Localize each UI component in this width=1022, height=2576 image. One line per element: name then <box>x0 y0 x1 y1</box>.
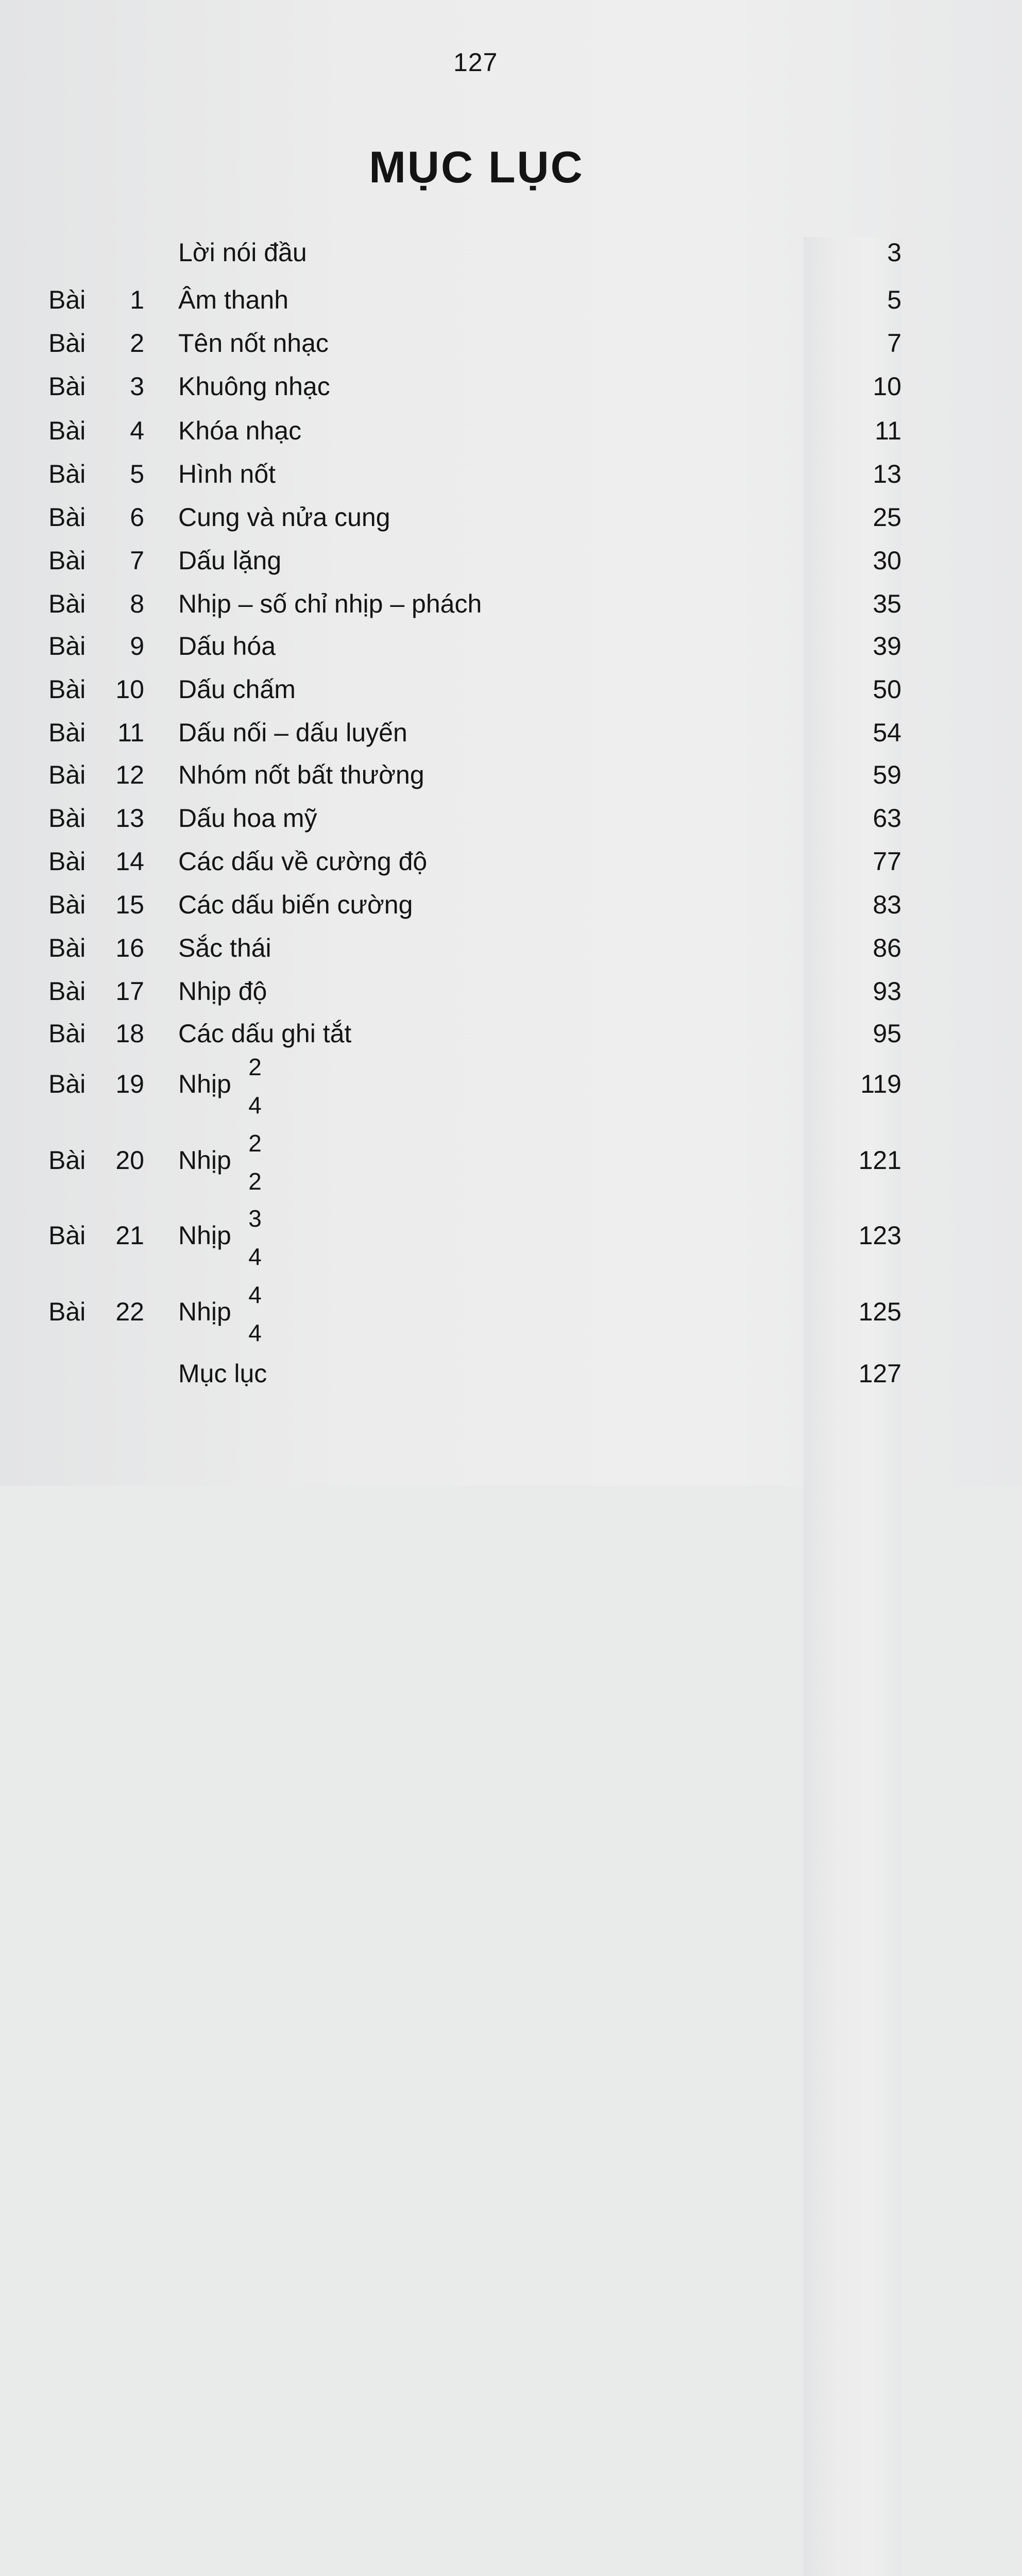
toc-entry <box>0 717 1022 748</box>
lesson-number: 15 <box>115 890 144 919</box>
entry-page: 50 <box>804 674 901 2160</box>
lesson-number: 21 <box>115 1221 144 1250</box>
toc-entry <box>0 502 1022 533</box>
lesson-prefix: Bài <box>48 589 86 618</box>
lesson-prefix: Bài <box>48 285 86 314</box>
entry-title: Mục lục <box>178 1359 267 1388</box>
entry-page: 95 <box>804 1018 901 2504</box>
entry-page: 3 <box>804 237 901 1723</box>
toc-entry <box>0 759 1022 790</box>
lesson-prefix: Bài <box>48 890 86 919</box>
entry-title: Âm thanh <box>178 285 289 314</box>
entry-title: Khuông nhạc <box>178 372 330 401</box>
toc-entry <box>0 545 1022 576</box>
toc-entry <box>0 1281 1022 1346</box>
entry-title: Dấu chấm <box>178 675 296 704</box>
lesson-prefix: Bài <box>48 372 86 401</box>
entry-title: Lời nói đầu <box>178 238 307 267</box>
entry-page: 25 <box>804 502 901 1988</box>
entry-title: Cung và nửa cung <box>178 503 390 532</box>
entry-page: 86 <box>804 933 901 2418</box>
toc-entry <box>0 237 1022 268</box>
lesson-prefix: Bài <box>48 1070 86 1098</box>
time-signature-bottom: 2 <box>248 1168 262 1195</box>
lesson-number: 10 <box>115 675 144 704</box>
entry-page: 54 <box>804 717 901 2203</box>
toc-entry <box>0 1054 1022 1118</box>
entry-title: Nhịp <box>178 1146 231 1175</box>
toc-entry <box>0 889 1022 920</box>
lesson-number: 3 <box>130 372 144 401</box>
toc-entry <box>0 588 1022 619</box>
toc-entry <box>0 1130 1022 1195</box>
lesson-number: 4 <box>130 416 144 445</box>
lesson-number: 7 <box>130 546 144 575</box>
entry-title: Các dấu ghi tắt <box>178 1019 352 1048</box>
entry-title: Dấu nối – dấu luyến <box>178 718 407 747</box>
entry-page: 30 <box>804 545 901 2031</box>
toc-title: MỤC LỤC <box>369 143 584 192</box>
lesson-number: 9 <box>130 632 144 660</box>
entry-page: 121 <box>804 1145 901 2576</box>
entry-page: 35 <box>804 588 901 2074</box>
lesson-number: 5 <box>130 460 144 488</box>
lesson-prefix: Bài <box>48 546 86 575</box>
lesson-number: 18 <box>115 1019 144 1048</box>
toc-entry <box>0 415 1022 446</box>
entry-page: 119 <box>804 1069 901 2554</box>
lesson-prefix: Bài <box>48 503 86 532</box>
entry-page: 93 <box>804 976 901 2462</box>
lesson-number: 13 <box>115 804 144 833</box>
time-signature-top: 2 <box>248 1130 262 1157</box>
lesson-prefix: Bài <box>48 718 86 747</box>
entry-page: 77 <box>804 846 901 2332</box>
lesson-number: 16 <box>115 934 144 962</box>
entry-page: 13 <box>804 459 901 1944</box>
lesson-prefix: Bài <box>48 460 86 488</box>
toc-entry <box>0 976 1022 1007</box>
entry-title: Nhịp – số chỉ nhịp – phách <box>178 589 482 618</box>
lesson-number: 1 <box>130 285 144 314</box>
time-signature-bottom: 4 <box>248 1243 262 1270</box>
toc-entry <box>0 1205 1022 1270</box>
entry-title: Các dấu biến cường <box>178 890 413 919</box>
lesson-number: 20 <box>115 1146 144 1175</box>
entry-title: Nhịp <box>178 1221 231 1250</box>
lesson-prefix: Bài <box>48 847 86 876</box>
lesson-number: 19 <box>115 1070 144 1098</box>
lesson-prefix: Bài <box>48 977 86 1006</box>
toc-entry <box>0 803 1022 834</box>
entry-title: Nhóm nốt bất thường <box>178 760 424 789</box>
entry-page: 123 <box>804 1220 901 2576</box>
entry-title: Nhịp <box>178 1297 231 1326</box>
entry-title: Dấu hoa mỹ <box>178 804 317 833</box>
lesson-number: 17 <box>115 977 144 1006</box>
time-signature-top: 2 <box>248 1054 262 1080</box>
lesson-prefix: Bài <box>48 1297 86 1326</box>
lesson-prefix: Bài <box>48 804 86 833</box>
lesson-number: 8 <box>130 589 144 618</box>
time-signature <box>245 1048 265 1124</box>
entry-title: Sắc thái <box>178 934 271 962</box>
entry-title: Hình nốt <box>178 460 276 488</box>
lesson-number: 6 <box>130 503 144 532</box>
time-signature-top: 4 <box>248 1281 262 1308</box>
page-number: 127 <box>453 48 498 77</box>
time-signature-bottom: 4 <box>248 1092 262 1118</box>
lesson-prefix: Bài <box>48 1019 86 1048</box>
entry-title: Nhịp độ <box>178 977 267 1006</box>
entry-title: Tên nốt nhạc <box>178 329 329 358</box>
lesson-prefix: Bài <box>48 675 86 704</box>
toc-entry <box>0 459 1022 489</box>
lesson-number: 22 <box>115 1297 144 1326</box>
entry-page: 5 <box>804 284 901 1770</box>
toc-entry <box>0 846 1022 877</box>
entry-page: 39 <box>804 631 901 2116</box>
entry-page: 10 <box>804 371 901 1857</box>
lesson-prefix: Bài <box>48 934 86 962</box>
entry-page: 59 <box>804 759 901 2245</box>
time-signature-bottom: 4 <box>248 1319 262 1346</box>
lesson-number: 2 <box>130 329 144 358</box>
time-signature-top: 3 <box>248 1205 262 1232</box>
lesson-prefix: Bài <box>48 760 86 789</box>
time-signature <box>245 1276 265 1352</box>
entry-page: 7 <box>804 328 901 1814</box>
entry-page: 83 <box>804 889 901 2375</box>
toc-entry <box>0 674 1022 705</box>
time-signature <box>245 1124 265 1200</box>
toc-entry <box>0 371 1022 402</box>
entry-title: Khóa nhạc <box>178 416 302 445</box>
lesson-number: 11 <box>117 718 144 747</box>
lesson-prefix: Bài <box>48 632 86 660</box>
entry-title: Các dấu về cường độ <box>178 847 428 876</box>
toc-entry <box>0 933 1022 963</box>
entry-page: 11 <box>804 415 901 1901</box>
entry-title: Nhịp <box>178 1070 231 1098</box>
entry-page: 127 <box>804 1358 901 2576</box>
entry-page: 125 <box>804 1296 901 2576</box>
lesson-prefix: Bài <box>48 1146 86 1175</box>
toc-entry <box>0 1358 1022 1389</box>
toc-entry <box>0 1018 1022 1049</box>
lesson-prefix: Bài <box>48 329 86 358</box>
lesson-prefix: Bài <box>48 1221 86 1250</box>
lesson-number: 14 <box>115 847 144 876</box>
toc-entry <box>0 284 1022 315</box>
time-signature <box>245 1199 265 1276</box>
lesson-number: 12 <box>115 760 144 789</box>
toc-entry <box>0 328 1022 359</box>
entry-page: 63 <box>804 803 901 2289</box>
lesson-prefix: Bài <box>48 416 86 445</box>
entry-title: Dấu lặng <box>178 546 282 575</box>
entry-title: Dấu hóa <box>178 632 276 660</box>
toc-entry <box>0 631 1022 662</box>
